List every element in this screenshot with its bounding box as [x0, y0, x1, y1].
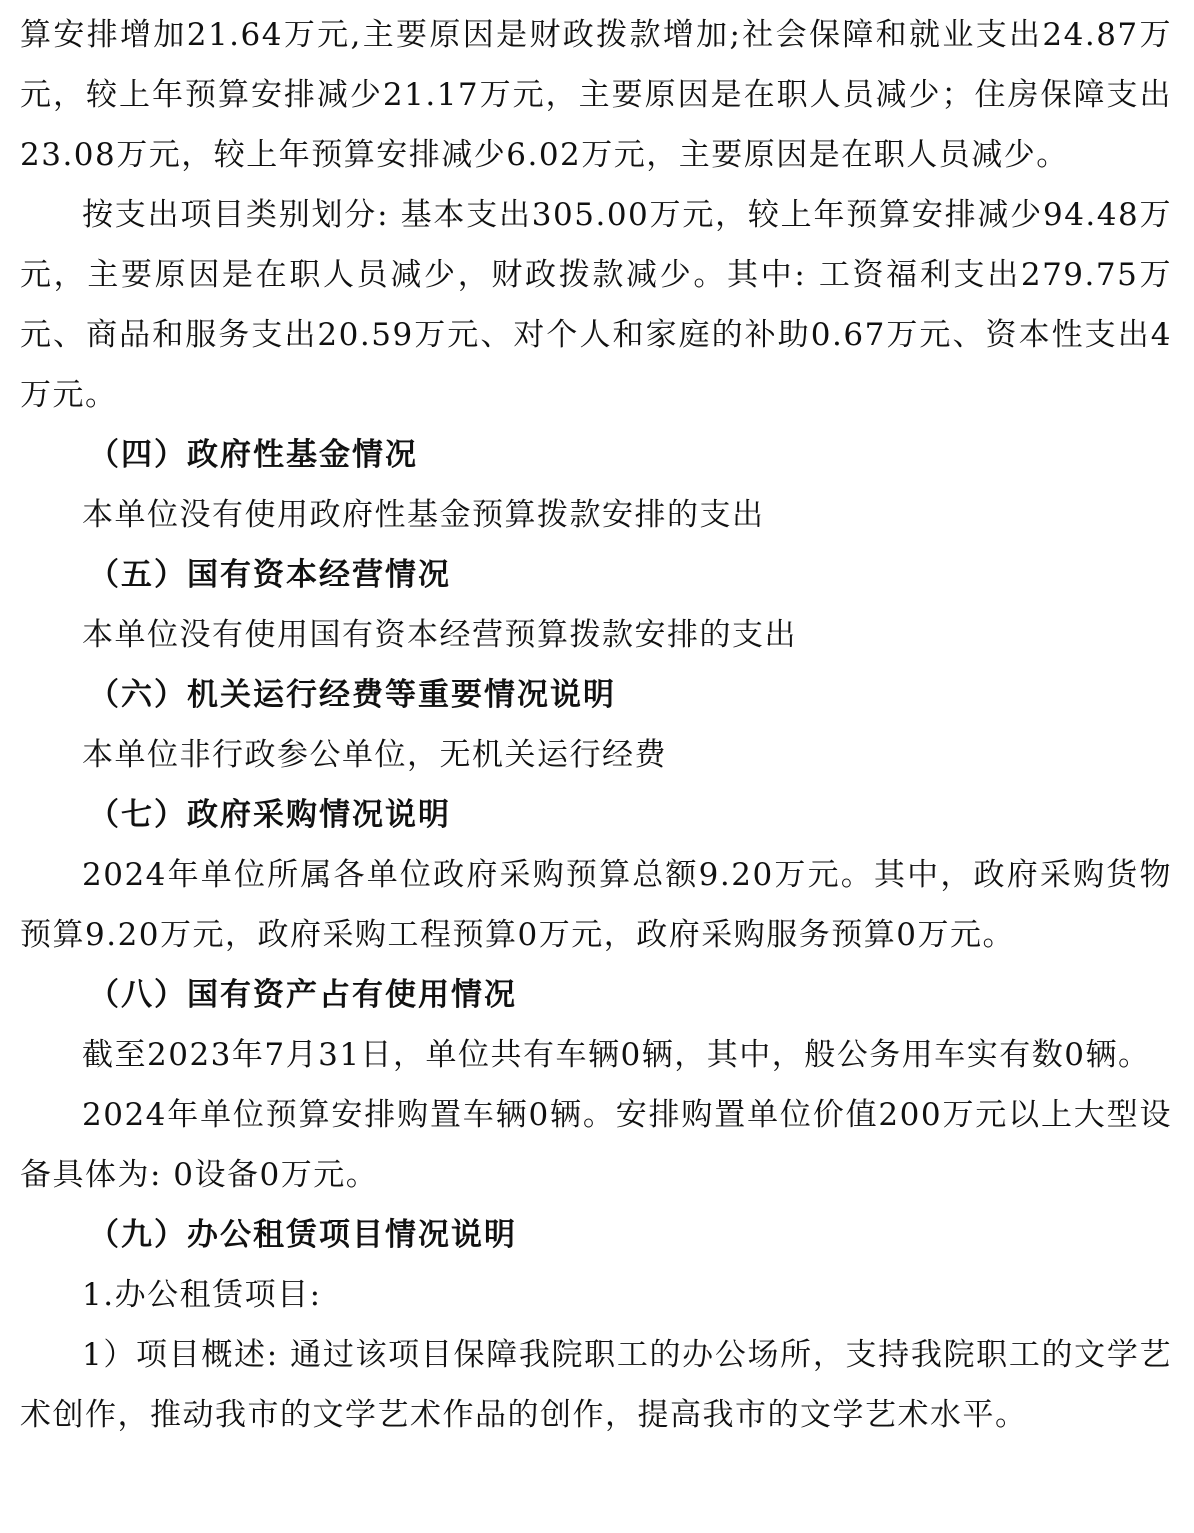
paragraph-government-fund: 本单位没有使用政府性基金预算拨款安排的支出 [82, 497, 765, 533]
paragraph-operating-expenses: 本单位非行政参公单位，无机关运行经费 [82, 737, 667, 773]
paragraph-expenditure-by-function: 算安排增加21.64万元,主要原因是财政拨款增加;社会保障和就业支出24.87万元，较上年预算安排减少21.17万元，主要原因是在职人员减少；住房保障支出23.08万元，较上年预算安排减少6.02万元，主要原因是在职人员减少。 [20, 17, 1172, 173]
paragraph-procurement: 2024年单位所属各单位政府采购预算总额9.20万元。其中，政府采购货物预算9.20万元，政府采购工程预算0万元，政府采购服务预算0万元。 [20, 857, 1172, 953]
paragraph-lease-overview: 1）项目概述: 通过该项目保障我院职工的办公场所，支持我院职工的文学艺术创作，推动我市的文学艺术作品的创作，提高我市的文学艺术水平。 [20, 1337, 1172, 1433]
heading-operating-expenses: （六）机关运行经费等重要情况说明 [88, 677, 616, 713]
document-page [20, 0, 1172, 1445]
paragraph-state-capital: 本单位没有使用国有资本经营预算拨款安排的支出 [82, 617, 797, 653]
paragraph-vehicle-purchase: 2024年单位预算安排购置车辆0辆。安排购置单位价值200万元以上大型设备具体为: 0设备0万元。 [20, 1097, 1172, 1193]
paragraph-lease-item: 1.办公租赁项目: [82, 1277, 322, 1313]
heading-state-assets: （八）国有资产占有使用情况 [88, 977, 517, 1013]
heading-government-fund: （四）政府性基金情况 [88, 437, 418, 473]
heading-procurement: （七）政府采购情况说明 [88, 797, 451, 833]
paragraph-vehicles: 截至2023年7月31日，单位共有车辆0辆，其中，般公务用车实有数0辆。 [82, 1037, 1151, 1073]
heading-office-lease: （九）办公租赁项目情况说明 [88, 1217, 517, 1253]
paragraph-expenditure-by-category: 按支出项目类别划分: 基本支出305.00万元，较上年预算安排减少94.48万元，主要原因是在职人员减少，财政拨款减少。其中: 工资福利支出279.75万元、商品和服务支出20.59万元、对个人和家庭的补助0.67万元、资本性支出4万元。 [20, 197, 1172, 413]
heading-state-capital: （五）国有资本经营情况 [88, 557, 451, 593]
